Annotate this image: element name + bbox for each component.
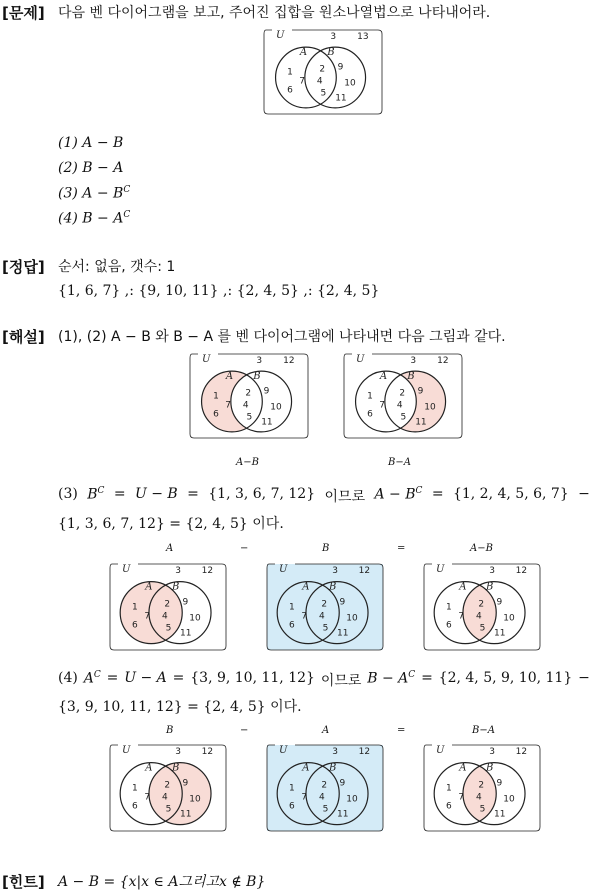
elem-5: 5 bbox=[322, 623, 329, 634]
elem-5: 5 bbox=[165, 804, 172, 815]
label-u: U bbox=[202, 354, 211, 365]
venn-row3-a bbox=[108, 560, 228, 654]
row4-title-2: A bbox=[322, 725, 330, 736]
elem-1: 1 bbox=[131, 602, 138, 613]
elem-top-right: 12 bbox=[515, 566, 528, 576]
label-u: U bbox=[436, 745, 445, 756]
elem-9: 9 bbox=[339, 597, 346, 608]
elem-5: 5 bbox=[479, 623, 486, 634]
elem-10: 10 bbox=[270, 402, 282, 413]
label-a: A bbox=[379, 371, 388, 383]
elem-top-right: 12 bbox=[283, 356, 295, 366]
elem-9: 9 bbox=[339, 778, 346, 789]
label-b: B bbox=[486, 762, 494, 774]
elem-top-right: 12 bbox=[437, 356, 449, 366]
venn-row4-result bbox=[422, 741, 542, 835]
elem-9: 9 bbox=[417, 386, 424, 397]
elem-4: 4 bbox=[476, 611, 482, 622]
row4-title-1: B bbox=[166, 725, 174, 736]
label-b: B bbox=[253, 371, 261, 383]
label-b: B bbox=[172, 762, 180, 774]
elem-7: 7 bbox=[379, 400, 385, 411]
elem-11: 11 bbox=[415, 417, 427, 428]
caption-a-minus-b: A−B bbox=[236, 457, 259, 468]
label-u: U bbox=[279, 564, 288, 575]
elem-top-right: 12 bbox=[201, 566, 214, 576]
elem-3: 3 bbox=[330, 32, 337, 42]
elem-7: 7 bbox=[144, 792, 151, 803]
elem-top-right: 12 bbox=[358, 566, 371, 576]
item-3: (3) $A - B^C$ bbox=[58, 185, 131, 202]
label-u: U bbox=[276, 30, 285, 41]
elem-3: 3 bbox=[332, 566, 338, 576]
elem-4: 4 bbox=[476, 792, 482, 803]
elem-4: 4 bbox=[162, 792, 168, 803]
elem-1: 1 bbox=[445, 783, 452, 794]
elem-3: 3 bbox=[489, 747, 495, 757]
explanation-line1: (1), (2) A − B 와 B − A 를 벤 다이어그램에 나타내면 다음 그림과 같다. bbox=[58, 329, 506, 345]
elem-9: 9 bbox=[337, 62, 344, 73]
elem-6: 6 bbox=[287, 85, 293, 96]
row3-title-minus: − bbox=[240, 543, 249, 554]
elem-6: 6 bbox=[288, 801, 295, 812]
venn-a-minus-b bbox=[188, 350, 310, 442]
explanation-tag: [해설] bbox=[2, 328, 45, 346]
label-u: U bbox=[436, 564, 445, 575]
elem-11: 11 bbox=[494, 809, 506, 820]
answer-line2: {1, 6, 7} ,: {9, 10, 11} ,: {2, 4, 5} ,: {2, 4, 5} bbox=[58, 283, 380, 299]
elem-2: 2 bbox=[245, 388, 252, 399]
row3-title-3: A−B bbox=[470, 543, 493, 554]
label-b: B bbox=[172, 581, 180, 593]
elem-11: 11 bbox=[337, 809, 349, 820]
elem-3: 3 bbox=[489, 566, 495, 576]
elem-9: 9 bbox=[496, 778, 503, 789]
elem-6: 6 bbox=[213, 409, 219, 420]
venn-row4-b bbox=[265, 741, 385, 835]
elem-7: 7 bbox=[144, 611, 151, 622]
elem-6: 6 bbox=[131, 801, 138, 812]
label-b: B bbox=[486, 581, 494, 593]
elem-5: 5 bbox=[165, 623, 172, 634]
elem-1: 1 bbox=[288, 783, 295, 794]
row3-title-2: B bbox=[322, 543, 330, 554]
answer-tag: [정답] bbox=[2, 258, 45, 276]
elem-11: 11 bbox=[180, 628, 192, 639]
elem-3: 3 bbox=[256, 356, 263, 366]
label-a: A bbox=[459, 762, 467, 774]
elem-11: 11 bbox=[261, 417, 273, 428]
row3-title-1: A bbox=[166, 543, 174, 554]
elem-5: 5 bbox=[320, 88, 327, 99]
row4-title-3: B−A bbox=[472, 725, 495, 736]
elem-10: 10 bbox=[346, 613, 358, 624]
row4-title-minus: − bbox=[240, 725, 249, 736]
item-1: (1) A − B bbox=[58, 135, 124, 151]
elem-3: 3 bbox=[332, 747, 338, 757]
elem-9: 9 bbox=[263, 386, 270, 397]
elem-3: 3 bbox=[410, 356, 417, 366]
label-a: A bbox=[302, 762, 310, 774]
elem-9: 9 bbox=[182, 778, 189, 789]
elem-5: 5 bbox=[479, 804, 486, 815]
label-a: A bbox=[225, 371, 234, 383]
venn-problem bbox=[262, 26, 384, 118]
elem-9: 9 bbox=[496, 597, 503, 608]
elem-top-right: 12 bbox=[201, 747, 214, 757]
elem-10: 10 bbox=[189, 613, 201, 624]
elem-2: 2 bbox=[319, 64, 326, 75]
elem-10: 10 bbox=[503, 613, 515, 624]
elem-2: 2 bbox=[164, 780, 171, 791]
elem-3: 3 bbox=[175, 747, 181, 757]
elem-4: 4 bbox=[316, 76, 323, 87]
elem-2: 2 bbox=[478, 599, 485, 610]
elem-1: 1 bbox=[213, 391, 219, 402]
elem-4: 4 bbox=[319, 792, 325, 803]
elem-4: 4 bbox=[242, 400, 249, 411]
explanation-p4-line2: {3, 9, 10, 11, 12} = {2, 4, 5} 이다. bbox=[58, 699, 302, 715]
elem-6: 6 bbox=[445, 620, 452, 631]
elem-7: 7 bbox=[299, 76, 305, 87]
row3-title-equals: = bbox=[397, 543, 406, 554]
explanation-p3-line1: (3) $B^C$ = U − B = {1, 3, 6, 7, 12} 이므로 $A - B^C$ = {1, 2, 4, 5, 6, 7} − bbox=[58, 486, 590, 505]
elem-6: 6 bbox=[288, 620, 295, 631]
label-a: A bbox=[145, 762, 153, 774]
elem-5: 5 bbox=[322, 804, 329, 815]
label-u: U bbox=[122, 564, 131, 575]
elem-11: 11 bbox=[180, 809, 192, 820]
elem-1: 1 bbox=[288, 602, 295, 613]
elem-2: 2 bbox=[478, 780, 485, 791]
elem-10: 10 bbox=[189, 794, 201, 805]
elem-6: 6 bbox=[445, 801, 452, 812]
label-a: A bbox=[145, 581, 153, 593]
caption-b-minus-a: B−A bbox=[388, 457, 411, 468]
elem-9: 9 bbox=[182, 597, 189, 608]
elem-10: 10 bbox=[503, 794, 515, 805]
elem-10: 10 bbox=[346, 794, 358, 805]
row4-title-equals: = bbox=[397, 725, 406, 736]
problem-tag: [문제] bbox=[2, 4, 45, 22]
elem-7: 7 bbox=[458, 611, 465, 622]
elem-10: 10 bbox=[424, 402, 436, 413]
venn-b-minus-a bbox=[342, 350, 464, 442]
elem-6: 6 bbox=[367, 409, 373, 420]
elem-4: 4 bbox=[396, 400, 403, 411]
hint-tag: [힌트] bbox=[2, 873, 45, 891]
elem-7: 7 bbox=[458, 792, 465, 803]
elem-11: 11 bbox=[335, 93, 347, 104]
problem-text: 다음 벤 다이어그램을 보고, 주어진 집합을 원소나열법으로 나타내어라. bbox=[58, 5, 491, 21]
elem-1: 1 bbox=[367, 391, 373, 402]
elem-7: 7 bbox=[301, 792, 308, 803]
elem-11: 11 bbox=[337, 628, 349, 639]
venn-row4-a bbox=[108, 741, 228, 835]
elem-10: 10 bbox=[344, 78, 356, 89]
label-b: B bbox=[329, 581, 337, 593]
explanation-p4-line1: (4) $A^C$ = U − A = {3, 9, 10, 11, 12} 이므로 $B - A^C$ = {2, 4, 5, 9, 10, 11} − bbox=[58, 670, 590, 689]
elem-5: 5 bbox=[246, 412, 253, 423]
venn-row3-b bbox=[265, 560, 385, 654]
elem-top-right: 12 bbox=[358, 747, 371, 757]
label-b: B bbox=[329, 762, 337, 774]
item-2: (2) B − A bbox=[58, 160, 124, 176]
elem-top-right: 13 bbox=[357, 32, 369, 42]
elem-2: 2 bbox=[399, 388, 406, 399]
elem-11: 11 bbox=[494, 628, 506, 639]
elem-2: 2 bbox=[321, 599, 328, 610]
elem-top-right: 12 bbox=[515, 747, 528, 757]
explanation-p3-line2: {1, 3, 6, 7, 12} = {2, 4, 5} 이다. bbox=[58, 516, 284, 532]
label-u: U bbox=[122, 745, 131, 756]
label-a: A bbox=[302, 581, 310, 593]
label-u: U bbox=[356, 354, 365, 365]
elem-5: 5 bbox=[400, 412, 407, 423]
venn-row3-result bbox=[422, 560, 542, 654]
answer-line1: 순서: 없음, 갯수: 1 bbox=[58, 259, 176, 275]
label-b: B bbox=[407, 371, 415, 383]
elem-7: 7 bbox=[301, 611, 308, 622]
elem-1: 1 bbox=[131, 783, 138, 794]
elem-2: 2 bbox=[164, 599, 171, 610]
item-4: (4) $B - A^C$ bbox=[58, 210, 131, 227]
elem-7: 7 bbox=[225, 400, 231, 411]
elem-3: 3 bbox=[175, 566, 181, 576]
hint-text: A − B = {x|x ∈ A그리고x ∉ B} bbox=[58, 874, 266, 890]
elem-1: 1 bbox=[445, 602, 452, 613]
label-u: U bbox=[279, 745, 288, 756]
elem-4: 4 bbox=[319, 611, 325, 622]
label-a: A bbox=[299, 47, 308, 59]
elem-6: 6 bbox=[131, 620, 138, 631]
elem-4: 4 bbox=[162, 611, 168, 622]
elem-2: 2 bbox=[321, 780, 328, 791]
label-a: A bbox=[459, 581, 467, 593]
elem-1: 1 bbox=[287, 67, 293, 78]
label-b: B bbox=[327, 47, 335, 59]
